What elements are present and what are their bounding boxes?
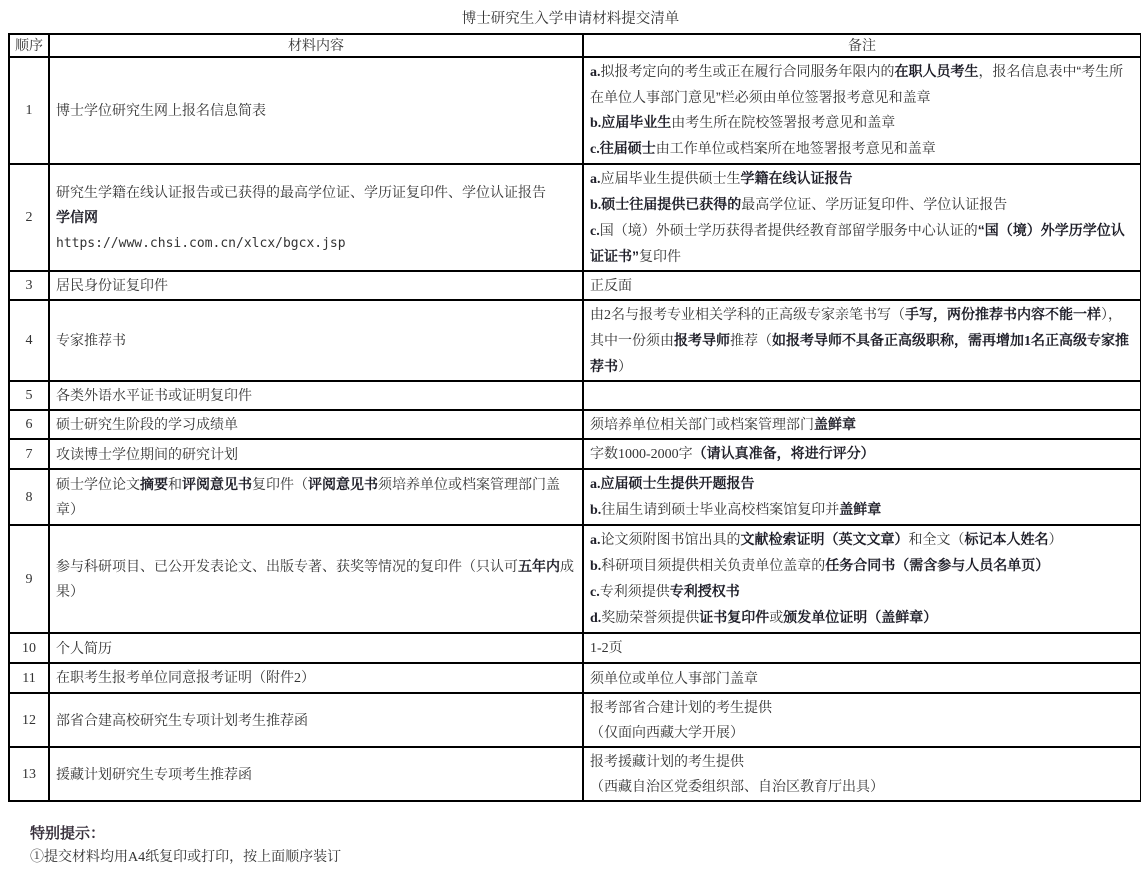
text-segment: 推荐（ [730,332,772,348]
text-segment: 拟报考定向的考生或正在履行合同服务年限内的 [600,63,895,79]
text-line [590,166,1134,192]
text-line [590,605,1134,631]
header-remark: 备注 [583,34,1141,57]
text-segment: 须单位或单位人事部门盖章 [590,669,758,686]
text-segment: 纸复印或打印，按上面顺序装订 [145,848,342,864]
material-cell [49,693,583,747]
text-segment: 科研项目须提供相关负责单位盖章的 [601,557,826,573]
remark-cell [583,300,1141,381]
text-segment: 援藏计划研究生专项考生推荐函 [56,765,252,782]
order-cell: 3 [9,271,49,300]
bold-text-segment: 应届毕业生 [601,114,672,130]
text-segment: 硕士学位论文 [56,476,140,492]
page-title: 博士研究生入学申请材料提交清单 [461,11,680,27]
order-cell: 2 [9,164,49,271]
table-row [9,381,1141,410]
table-row [9,469,1141,525]
text-segment: 报考援藏计划的考生提供 [590,753,744,769]
text-segment: 研究生学籍在线认证报告或已获得的最高学位证、学历证复印件、学位认证报告 [56,183,546,200]
text-segment: 最高学位证、学历证复印件、学位认证报告 [741,196,1008,212]
bold-text-segment: c. [590,224,600,239]
bold-text-segment: 往届硕士 [599,140,656,156]
text-line [590,553,1134,579]
header-order: 顺序 [9,34,49,57]
material-cell [49,525,583,633]
bold-text-segment: 评阅意见书 [182,476,252,492]
bold-text-segment: 学籍在线认证报告 [740,170,853,186]
text-line [590,441,1134,467]
remark-cell [583,271,1141,300]
text-line [590,273,1134,298]
text-segment: 字数 [590,445,618,461]
text-segment: A4 [128,850,146,865]
text-segment: 和 [168,476,182,492]
table-row [9,439,1141,469]
text-segment: 由工作单位或档案所在地签署报考意见和盖章 [655,140,936,156]
material-cell [49,57,583,164]
remark-cell [583,693,1141,747]
bold-text-segment: 报考导师 [674,332,730,348]
special-note-title: 特别提示： [30,825,106,842]
bold-text-segment: 五年内 [518,558,560,574]
text-segment: 往届生请到硕士毕业高校档案馆复印并 [601,501,840,517]
remark-cell [583,381,1141,410]
text-line [590,471,1134,497]
text-line [56,205,576,230]
text-segment: 名与报考专业相关学科的正高级专家亲笔书写（ [611,306,905,322]
table-body [9,57,1141,801]
text-segment: 国（境）外硕士学历获得者提供经教育部留学服务中心认证的 [599,222,978,238]
text-line [590,218,1134,269]
material-cell [49,469,583,525]
text-line [590,695,1134,720]
text-segment: 论文须附图书馆出具的 [600,531,741,547]
text-segment: 须培养单位或档案管理部门盖章） [56,476,560,517]
remark-cell [583,410,1141,439]
text-segment: 应届毕业生提供硕士生 [600,170,741,186]
order-cell: 11 [9,663,49,693]
remark-cell [583,439,1141,469]
text-line [56,442,576,467]
bold-text-segment: a. [590,477,601,492]
text-segment: 部省合建高校研究生专项计划考生推荐函 [56,711,308,728]
bold-text-segment: 文献检索证明（英文文章） [740,531,909,547]
text-line [590,774,1134,799]
header-material: 材料内容 [49,34,583,57]
text-segment: 或 [769,609,784,625]
order-cell: 7 [9,439,49,469]
text-segment: 博士学位研究生网上报名信息简表 [56,102,266,118]
text-segment: 由考生所在院校签署报考意见和盖章 [671,114,896,130]
table-row [9,525,1141,633]
bold-text-segment: a. [590,533,601,548]
bold-text-segment: 盖鲜章 [839,501,882,517]
text-line [56,273,576,298]
material-cell [49,663,583,693]
text-segment: 2 [604,308,611,323]
table-row [9,747,1141,801]
text-line [56,554,576,604]
text-segment: 专利须提供 [599,583,670,599]
text-line [56,383,576,408]
text-line [590,579,1134,605]
text-line [56,180,576,205]
order-cell: 10 [9,633,49,663]
materials-table [8,33,1141,802]
bold-text-segment: a. [590,65,601,80]
table-row [9,271,1141,300]
text-line [56,412,576,437]
table-row [9,693,1141,747]
special-note-line-1 [30,846,1141,871]
bold-text-segment: b. [590,198,602,213]
text-segment: 1000-2000 [618,447,679,462]
bold-text-segment: 标记本人姓名 [964,531,1049,547]
text-segment: 成果） [56,558,574,599]
bold-text-segment: c. [590,142,600,157]
bold-text-segment: 硕士往届提供已获得的 [601,196,742,212]
bold-text-segment: 手写，两份推荐书内容不能一样 [905,306,1101,322]
text-segment: 复印件（ [252,476,308,492]
text-segment: 专家推荐书 [56,332,126,348]
material-cell [49,164,583,271]
bold-text-segment: 专利授权书 [669,583,740,599]
order-cell: 5 [9,381,49,410]
remark-cell [583,164,1141,271]
material-cell [49,633,583,663]
special-note-section [30,824,1141,871]
bold-text-segment: b. [590,116,602,131]
text-segment: 复印件 [639,248,681,264]
order-cell: 9 [9,525,49,633]
text-segment: 字 [678,445,693,461]
table-row [9,164,1141,271]
bold-text-segment: “国（境）外学历学位认证证书” [590,222,1125,264]
text-segment: （仅面向西藏大学开展） [590,724,744,740]
remark-cell [583,633,1141,663]
text-segment: 硕士研究生阶段的学习成绩单 [56,416,238,432]
text-line [56,328,576,353]
text-segment: ） [1048,531,1063,547]
table-row [9,57,1141,164]
text-segment: 奖励荣誉须提供 [601,609,700,625]
bold-text-segment: d. [590,611,602,626]
bold-text-segment: a. [590,172,601,187]
order-cell: 12 [9,693,49,747]
text-segment: ） [618,358,632,374]
table-header-row [9,34,1141,57]
bold-text-segment: 学信网 [56,208,98,225]
text-line [30,846,1141,871]
text-line [590,497,1134,523]
bold-text-segment: 1 [1024,334,1031,349]
text-segment: ） [301,669,315,685]
text-line [590,412,1134,437]
text-segment: 报考部省合建计划的考生提供 [590,699,772,715]
bold-text-segment: c. [590,585,600,600]
remark-cell [583,57,1141,164]
bold-text-segment: 盖鲜章 [814,416,856,432]
text-line [590,110,1134,136]
order-cell: 1 [9,57,49,164]
text-segment: ①提交材料均用 [30,848,128,864]
remark-cell [583,469,1141,525]
remark-cell [583,747,1141,801]
bold-text-segment: 证书复印件 [699,609,770,625]
text-line [56,472,576,522]
remark-cell [583,663,1141,693]
text-segment: 2 [294,671,301,686]
bold-text-segment: 名正高级专家推荐书 [590,332,1129,374]
remark-cell [583,525,1141,633]
material-cell [49,410,583,439]
table-row [9,410,1141,439]
text-line [56,708,576,733]
bold-text-segment: 任务合同书（需含参与人员名单页） [825,557,1050,573]
text-segment: 正反面 [590,277,632,293]
text-segment: 各类外语水平证书或证明复印件 [56,387,252,403]
text-line [590,749,1134,774]
text-line [56,636,576,661]
text-segment: 须培养单位相关部门或档案管理部门 [590,416,814,432]
material-cell [49,271,583,300]
order-cell: 13 [9,747,49,801]
order-cell: 4 [9,300,49,381]
text-segment: 和全文（ [908,531,965,547]
text-line [590,635,1134,661]
text-segment: ，报名信息表中“考生所在单位人事部门意见”栏必须由单位签署报考意见和盖章 [590,63,1124,105]
text-segment: 页 [608,639,623,655]
text-segment: 由 [590,306,604,322]
text-line [590,666,1134,691]
text-line [56,762,576,787]
material-cell [49,747,583,801]
text-segment: ），其中一份须由 [590,306,1122,348]
text-line [590,136,1134,162]
bold-text-segment: 在职人员考生 [894,63,979,79]
text-line [590,59,1134,110]
table-row [9,633,1141,663]
table-row [9,300,1141,381]
material-cell [49,300,583,381]
material-cell [49,439,583,469]
text-segment: 居民身份证复印件 [56,277,168,293]
bold-text-segment: 评阅意见书 [308,476,378,492]
bold-text-segment: 应届硕士生提供开题报告 [600,475,755,491]
bold-text-segment: 颁发单位证明（盖鲜章） [783,609,938,625]
order-cell: 6 [9,410,49,439]
text-segment: https://www.chsi.com.cn/xlcx/bgcx.jsp [56,235,346,251]
material-cell [49,381,583,410]
table-row [9,663,1141,693]
text-segment: 攻读博士学位期间的研究计划 [56,445,238,462]
bold-text-segment: 摘要 [140,476,168,492]
text-line [56,665,576,691]
text-line [590,302,1134,379]
text-segment: 参与科研项目、已公开发表论文、出版专著、获奖等情况的复印件（只认可 [56,558,518,574]
bold-text-segment: b. [590,559,602,574]
text-segment: 1-2 [590,641,609,656]
text-segment: 在职考生报考单位同意报考证明（附件 [56,669,294,685]
bold-text-segment: （请认真准备，将进行评分） [692,445,875,461]
bold-text-segment: b. [590,503,602,518]
bold-text-segment: 如报考导师不具备正高级职称，需再增加 [772,332,1024,348]
text-segment: （西藏自治区党委组织部、自治区教育厅出具） [590,778,884,794]
text-line [590,192,1134,218]
text-line [590,720,1134,745]
text-line [56,98,576,123]
text-segment: 个人简历 [56,639,112,656]
text-line [590,527,1134,553]
order-cell: 8 [9,469,49,525]
text-line [56,230,576,256]
